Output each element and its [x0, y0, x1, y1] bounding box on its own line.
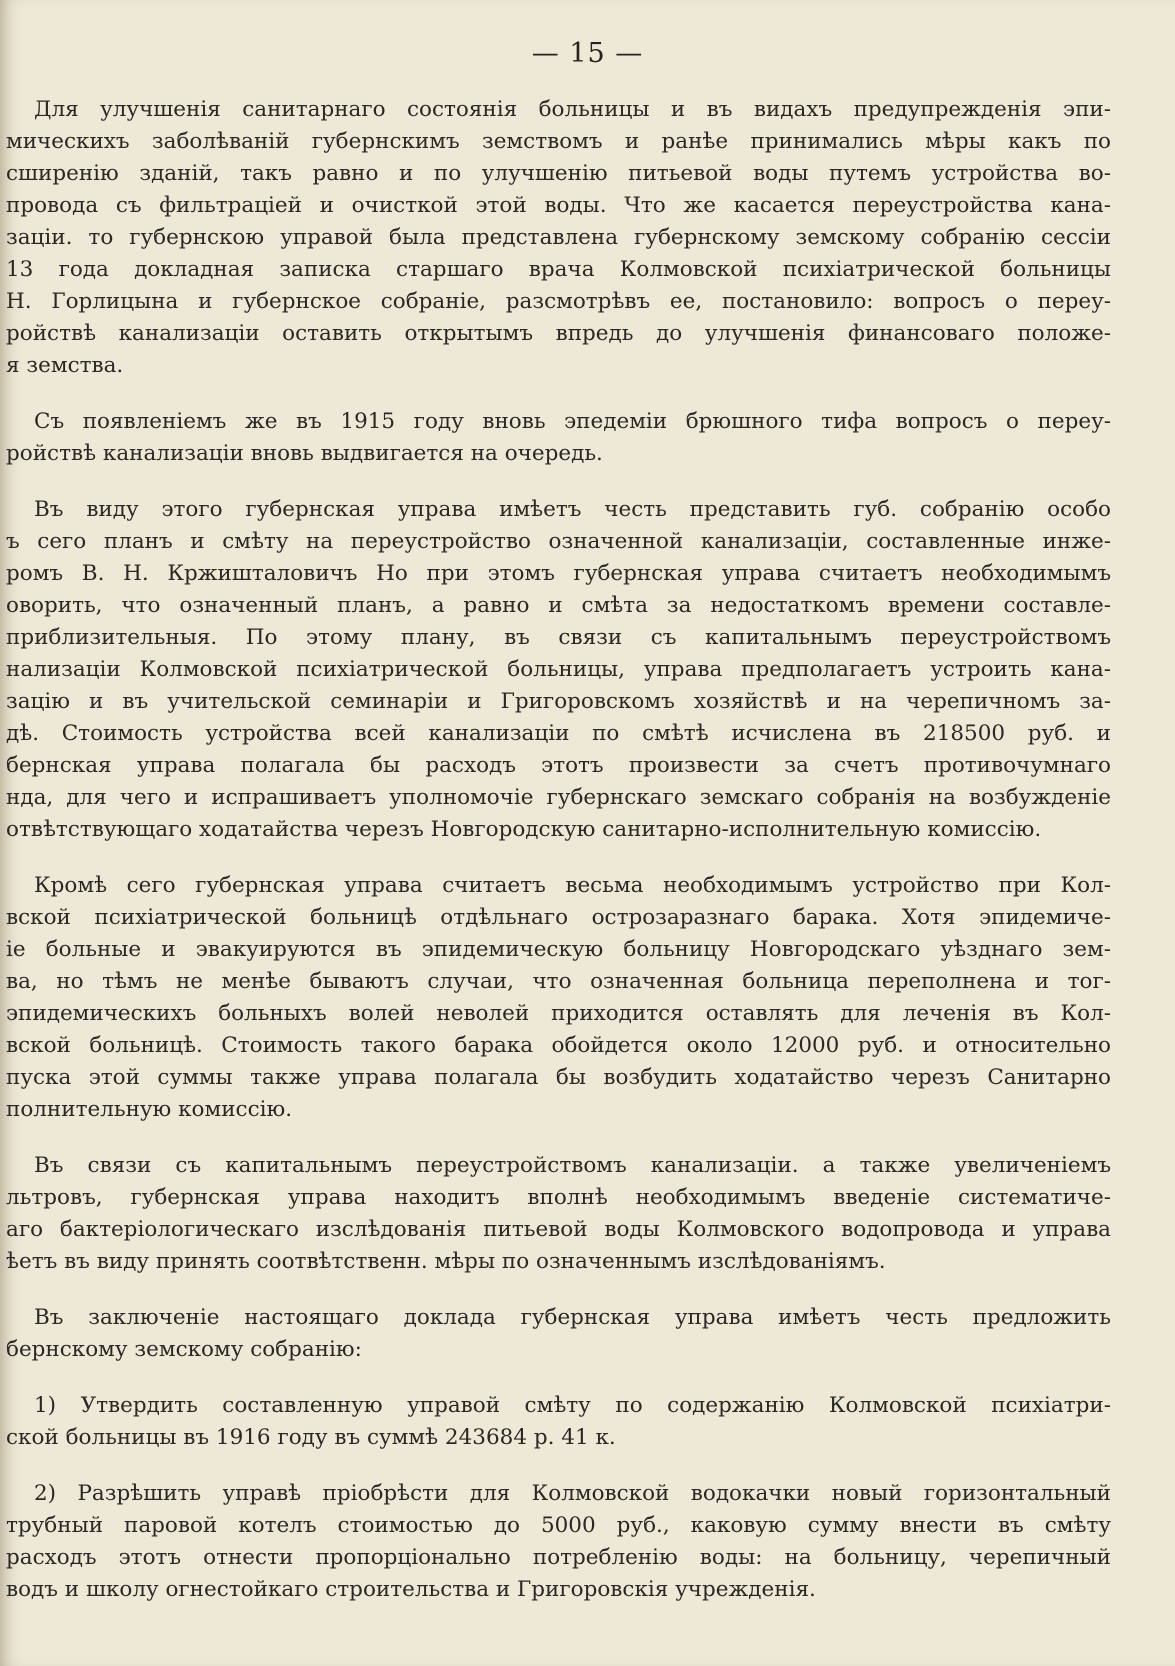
text-line: Для улучшенія санитарнаго состоянія больницы и въ видахъ предупрежденія эпи- — [34, 97, 1111, 122]
text-line: Въ заключеніе настоящаго доклада губернская управа имѣетъ честь предложить — [34, 1305, 1111, 1330]
text-line: полнительную комиссію. — [6, 1097, 293, 1122]
text-line: ѣетъ въ виду принять соотвѣтственн. мѣры по означеннымъ изслѣдованіямъ. — [6, 1249, 886, 1274]
text-line: водъ и школу огнестойкаго строительства и Григоровскія учрежденія. — [6, 1577, 816, 1602]
text-line: ва, но тѣмъ не менѣе бываютъ случаи, что означенная больница переполнена и тог- — [6, 969, 1111, 994]
paragraph-isolation-barrack — [0, 870, 1111, 1126]
text-line: льтровъ, губернская управа находитъ вполнѣ необходимымъ введеніе систематиче- — [6, 1185, 1111, 1210]
text-line: аго бактеріологическаго изслѣдованія питьевой воды Колмовского водопровода и управа — [6, 1217, 1111, 1242]
text-line: я земства. — [6, 353, 124, 378]
text-line: сширенію зданій, такъ равно и по улучшенію питьевой воды путемъ устройства во- — [6, 161, 1111, 186]
text-line: Съ появленіемъ же въ 1915 году вновь эпедеміи брюшного тифа вопросъ о переу- — [34, 409, 1111, 434]
text-line: заціи. то губернскою управой была представлена губернскому земскому собранію сессіи — [6, 225, 1111, 250]
text-line: зацію и въ учительской семинаріи и Григоровскомъ хозяйствѣ и на черепичномъ за- — [6, 689, 1111, 714]
resolution-item-1 — [0, 1390, 1111, 1454]
text-line: ъ сего планъ и смѣту на переустройство означенной канализаціи, составленные инже- — [6, 529, 1111, 554]
text-line: 2) Разрѣшить управѣ пріобрѣсти для Колмовской водокачки новый горизонтальный — [34, 1481, 1111, 1506]
text-line: мическихъ заболѣваній губернскимъ земствомъ и ранѣе принимались мѣры какъ по — [6, 129, 1111, 154]
text-line: 1) Утвердить составленную управой смѣту по содержанію Колмовской психіатри- — [34, 1393, 1111, 1418]
text-line: вской психіатрической больницѣ отдѣльнаго острозаразнаго барака. Хотя эпидемиче- — [6, 905, 1111, 930]
paragraph-sewer-plan — [0, 494, 1111, 846]
text-line: трубный паровой котелъ стоимостью до 5000 руб., каковую сумму внести въ смѣту — [6, 1513, 1111, 1538]
paragraph-conclusion — [0, 1302, 1111, 1366]
text-line: Н. Горлицына и губернское собраніе, разсмотрѣвъ ее, постановило: вопросъ о переу- — [6, 289, 1111, 314]
text-line: ройствѣ канализаціи оставить открытымъ впредь до улучшенія финансоваго положе- — [6, 321, 1111, 346]
text-line: ройствѣ канализаціи вновь выдвигается на очередь. — [6, 441, 603, 466]
paragraph-water-testing — [0, 1150, 1111, 1278]
text-line: бернская управа полагала бы расходъ этотъ произвести за счетъ противочумнаго — [6, 753, 1111, 778]
text-line: нализаціи Колмовской психіатрической больницы, управа предполагаетъ устроить кана- — [6, 657, 1111, 682]
page-number: — 15 — — [531, 38, 644, 69]
text-line: отвѣтствующаго ходатайства черезъ Новгородскую санитарно-исполнительную комиссію. — [6, 817, 1042, 842]
text-line: ской больницы въ 1916 году въ суммѣ 243684 р. 41 к. — [6, 1425, 616, 1450]
text-line: бернскому земскому собранію: — [6, 1337, 362, 1362]
text-line: эпидемическихъ больныхъ волей неволей приходится оставлять для леченія въ Кол- — [6, 1001, 1111, 1026]
text-line: вской больницѣ. Стоимость такого барака обойдется около 12000 руб. и относительно — [6, 1033, 1111, 1058]
text-line: оворить, что означенный планъ, а равно и смѣта за недостаткомъ времени составле- — [6, 593, 1111, 618]
text-line: провода съ фильтраціей и очисткой этой воды. Что же касается переустройства кана- — [6, 193, 1111, 218]
text-line: нда, для чего и испрашиваетъ уполномочіе губернскаго земскаго собранія на возбужденіе — [6, 785, 1111, 810]
text-line: іе больные и эвакуируются въ эпидемическую больницу Новгородскаго уѣзднаго зем- — [6, 937, 1111, 962]
text-line: 13 года докладная записка старшаго врача Колмовской психіатрической больницы — [6, 257, 1111, 282]
text-line: приблизительныя. По этому плану, въ связи съ капитальнымъ переустройствомъ — [6, 625, 1111, 650]
text-line: расходъ этотъ отнести пропорціонально потребленію воды: на больницу, черепичный — [6, 1545, 1111, 1570]
document-body — [0, 94, 1111, 1630]
text-line: Кромѣ сего губернская управа считаетъ весьма необходимымъ устройство при Кол- — [34, 873, 1111, 898]
resolution-item-2 — [0, 1478, 1111, 1606]
text-line: ромъ В. Н. Кржишталовичъ Но при этомъ губернская управа считаетъ необходимымъ — [6, 561, 1111, 586]
text-line: пуска этой суммы также управа полагала бы возбудить ходатайство черезъ Санитарно — [6, 1065, 1111, 1090]
text-line: дѣ. Стоимость устройства всей канализаціи по смѣтѣ исчислена въ 218500 руб. и — [6, 721, 1111, 746]
paragraph-sanitary-improvements — [0, 94, 1111, 382]
text-line: Въ связи съ капитальнымъ переустройствомъ канализаціи. а также увеличеніемъ — [34, 1153, 1111, 1178]
paragraph-typhoid-epidemic — [0, 406, 1111, 470]
text-line: Въ виду этого губернская управа имѣетъ честь представить губ. собранію особо — [34, 497, 1111, 522]
